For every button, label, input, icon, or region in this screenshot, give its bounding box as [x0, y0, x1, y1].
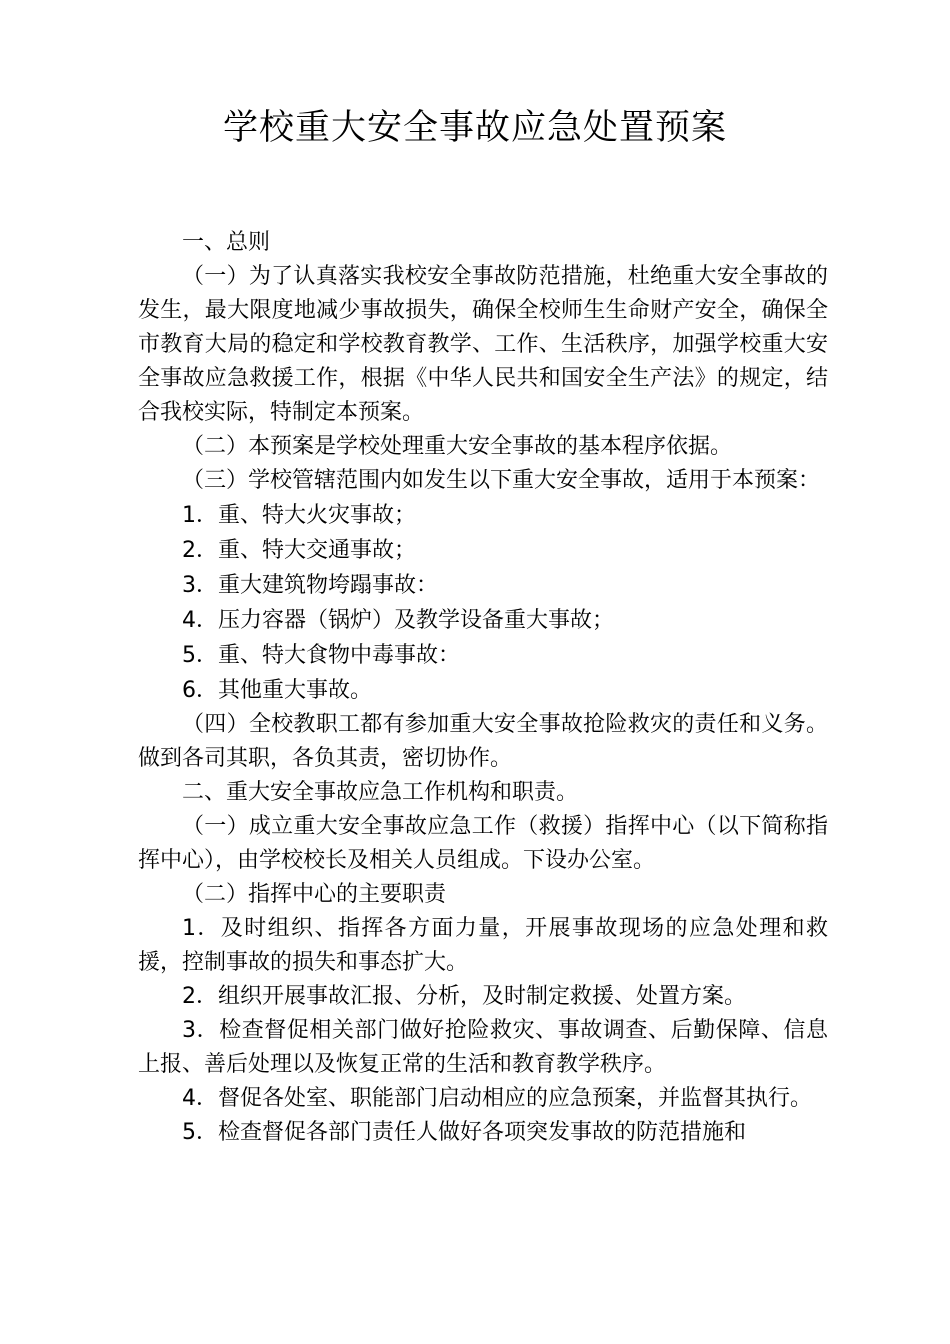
- paragraph: （二）本预案是学校处理重大安全事故的基本程序依据。: [182, 434, 733, 459]
- paragraph: （一）成立重大安全事故应急工作（救援）指挥中心（以下简称指挥中心），由学校校长及相关人员组成。下设办公室。: [138, 814, 828, 873]
- paragraph: （一）为了认真落实我校安全事故防范措施，杜绝重大安全事故的发生，最大限度地减少事故损失，确保全校师生生命财产安全，确保全市教育大局的稳定和学校教育教学、工作、生活秩序，加强学校重大安全事故应急救援工作，根据《中华人民共和国安全生产法》的规定，结合我校实际，特制定本预案。: [138, 264, 828, 425]
- list-item: 3．重大建筑物垮蹋事故：: [182, 573, 438, 598]
- paragraph: （三）学校管辖范围内如发生以下重大安全事故，适用于本预案：: [182, 468, 821, 493]
- list-item: 1．重、特大火灾事故；: [182, 503, 416, 528]
- list-item: 5．检查督促各部门责任人做好各项突发事故的防范措施和: [182, 1120, 746, 1145]
- list-item: 4．督促各处室、职能部门启动相应的应急预案，并监督其执行。: [182, 1086, 812, 1111]
- section-heading-general: 一、总则: [182, 230, 271, 255]
- list-item: 6．其他重大事故。: [182, 678, 372, 703]
- paragraph: （四）全校教职工都有参加重大安全事故抢险救灾的责任和义务。做到各司其职，各负其责，密切协作。: [138, 712, 828, 771]
- list-item: 2．重、特大交通事故；: [182, 538, 416, 563]
- section-heading-organization: 二、重大安全事故应急工作机构和职责。: [182, 780, 579, 805]
- list-item: 5．重、特大食物中毒事故：: [182, 643, 460, 668]
- list-item: 3．检查督促相关部门做好抢险救灾、事故调查、后勤保障、信息上报、善后处理以及恢复正常的生活和教育教学秩序。: [138, 1018, 828, 1077]
- paragraph: （二）指挥中心的主要职责: [182, 882, 447, 907]
- document-title: 学校重大安全事故应急处置预案: [222, 108, 727, 148]
- list-item: 4．压力容器（锅炉）及教学设备重大事故；: [182, 608, 614, 633]
- document-body: [138, 226, 828, 1150]
- list-item: 2．组织开展事故汇报、分析，及时制定救援、处置方案。: [182, 984, 746, 1009]
- list-item: 1．及时组织、指挥各方面力量，开展事故现场的应急处理和救援，控制事故的损失和事态扩大。: [138, 916, 828, 975]
